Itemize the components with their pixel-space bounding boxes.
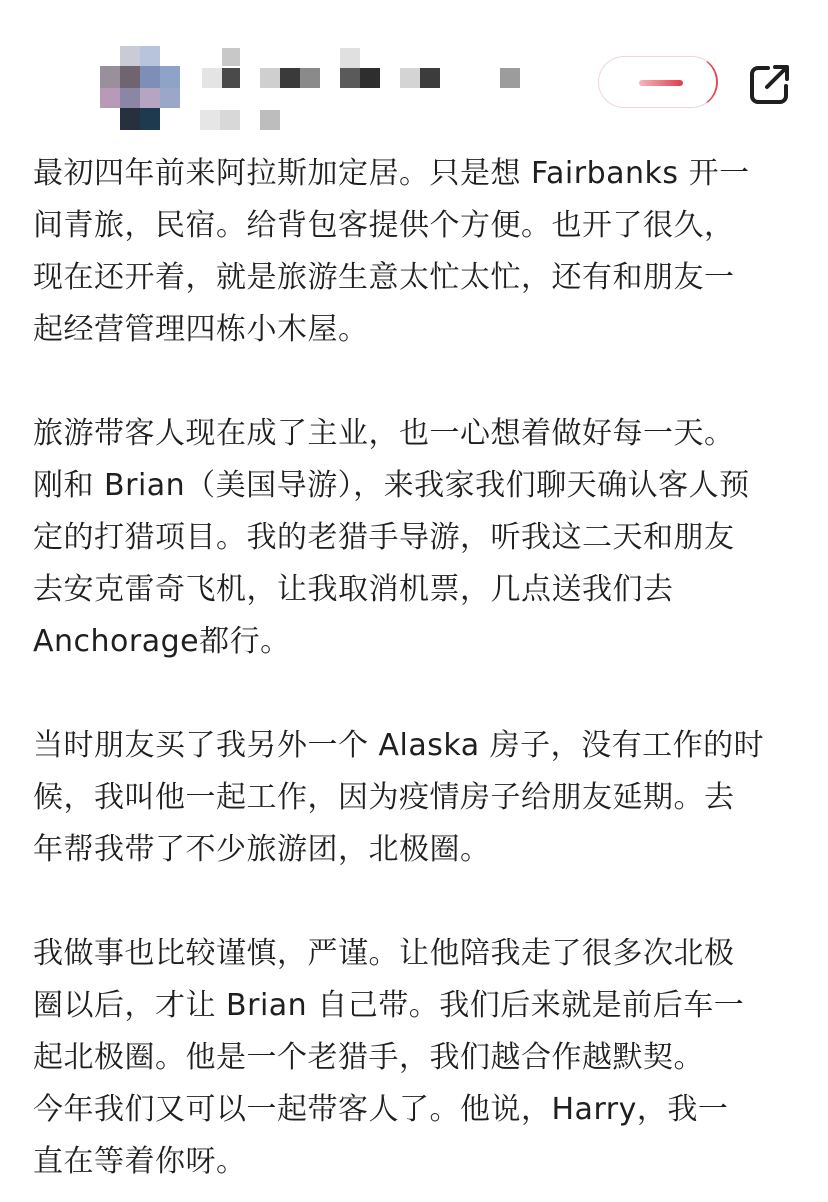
share-icon[interactable] bbox=[746, 60, 794, 108]
follow-button-mark bbox=[639, 80, 683, 86]
post-header bbox=[0, 0, 828, 140]
post-paragraph: 旅游带客人现在成了主业，也一心想着做好每一天。 刚和 Brian（美国导游），来我家我们聊天确认客人预 定的打猎项目。我的老猎手导游，听我这二天和朋友 去安克雷奇飞机，让我取消机票，几点送我们去 Anchorage都行。 bbox=[33, 416, 750, 659]
post-paragraph: 我做事也比较谨慎，严谨。让他陪我走了很多次北极 圈以后，才让 Brian 自己带。我们后来就是前后车一 起北极圈。他是一个老猎手，我们越合作越默契。 今年我们又可以一起带客人了。他说，Harry，我一 直在等着你呀。 bbox=[33, 936, 745, 1179]
follow-button[interactable] bbox=[598, 56, 718, 108]
post-paragraph: 最初四年前来阿拉斯加定居。只是想 Fairbanks 开一 间青旅，民宿。给背包客提供个方便。也开了很久， 现在还开着，就是旅游生意太忙太忙，还有和朋友一 起经营管理四栋小木屋。 bbox=[33, 156, 750, 347]
post-body bbox=[33, 148, 803, 1188]
post-paragraph: 当时朋友买了我另外一个 Alaska 房子，没有工作的时 候，我叫他一起工作，因为疫情房子给朋友延期。去 年帮我带了不少旅游团，北极圈。 bbox=[33, 728, 765, 867]
share-icon-graphic bbox=[746, 60, 794, 108]
avatar[interactable] bbox=[100, 46, 180, 130]
